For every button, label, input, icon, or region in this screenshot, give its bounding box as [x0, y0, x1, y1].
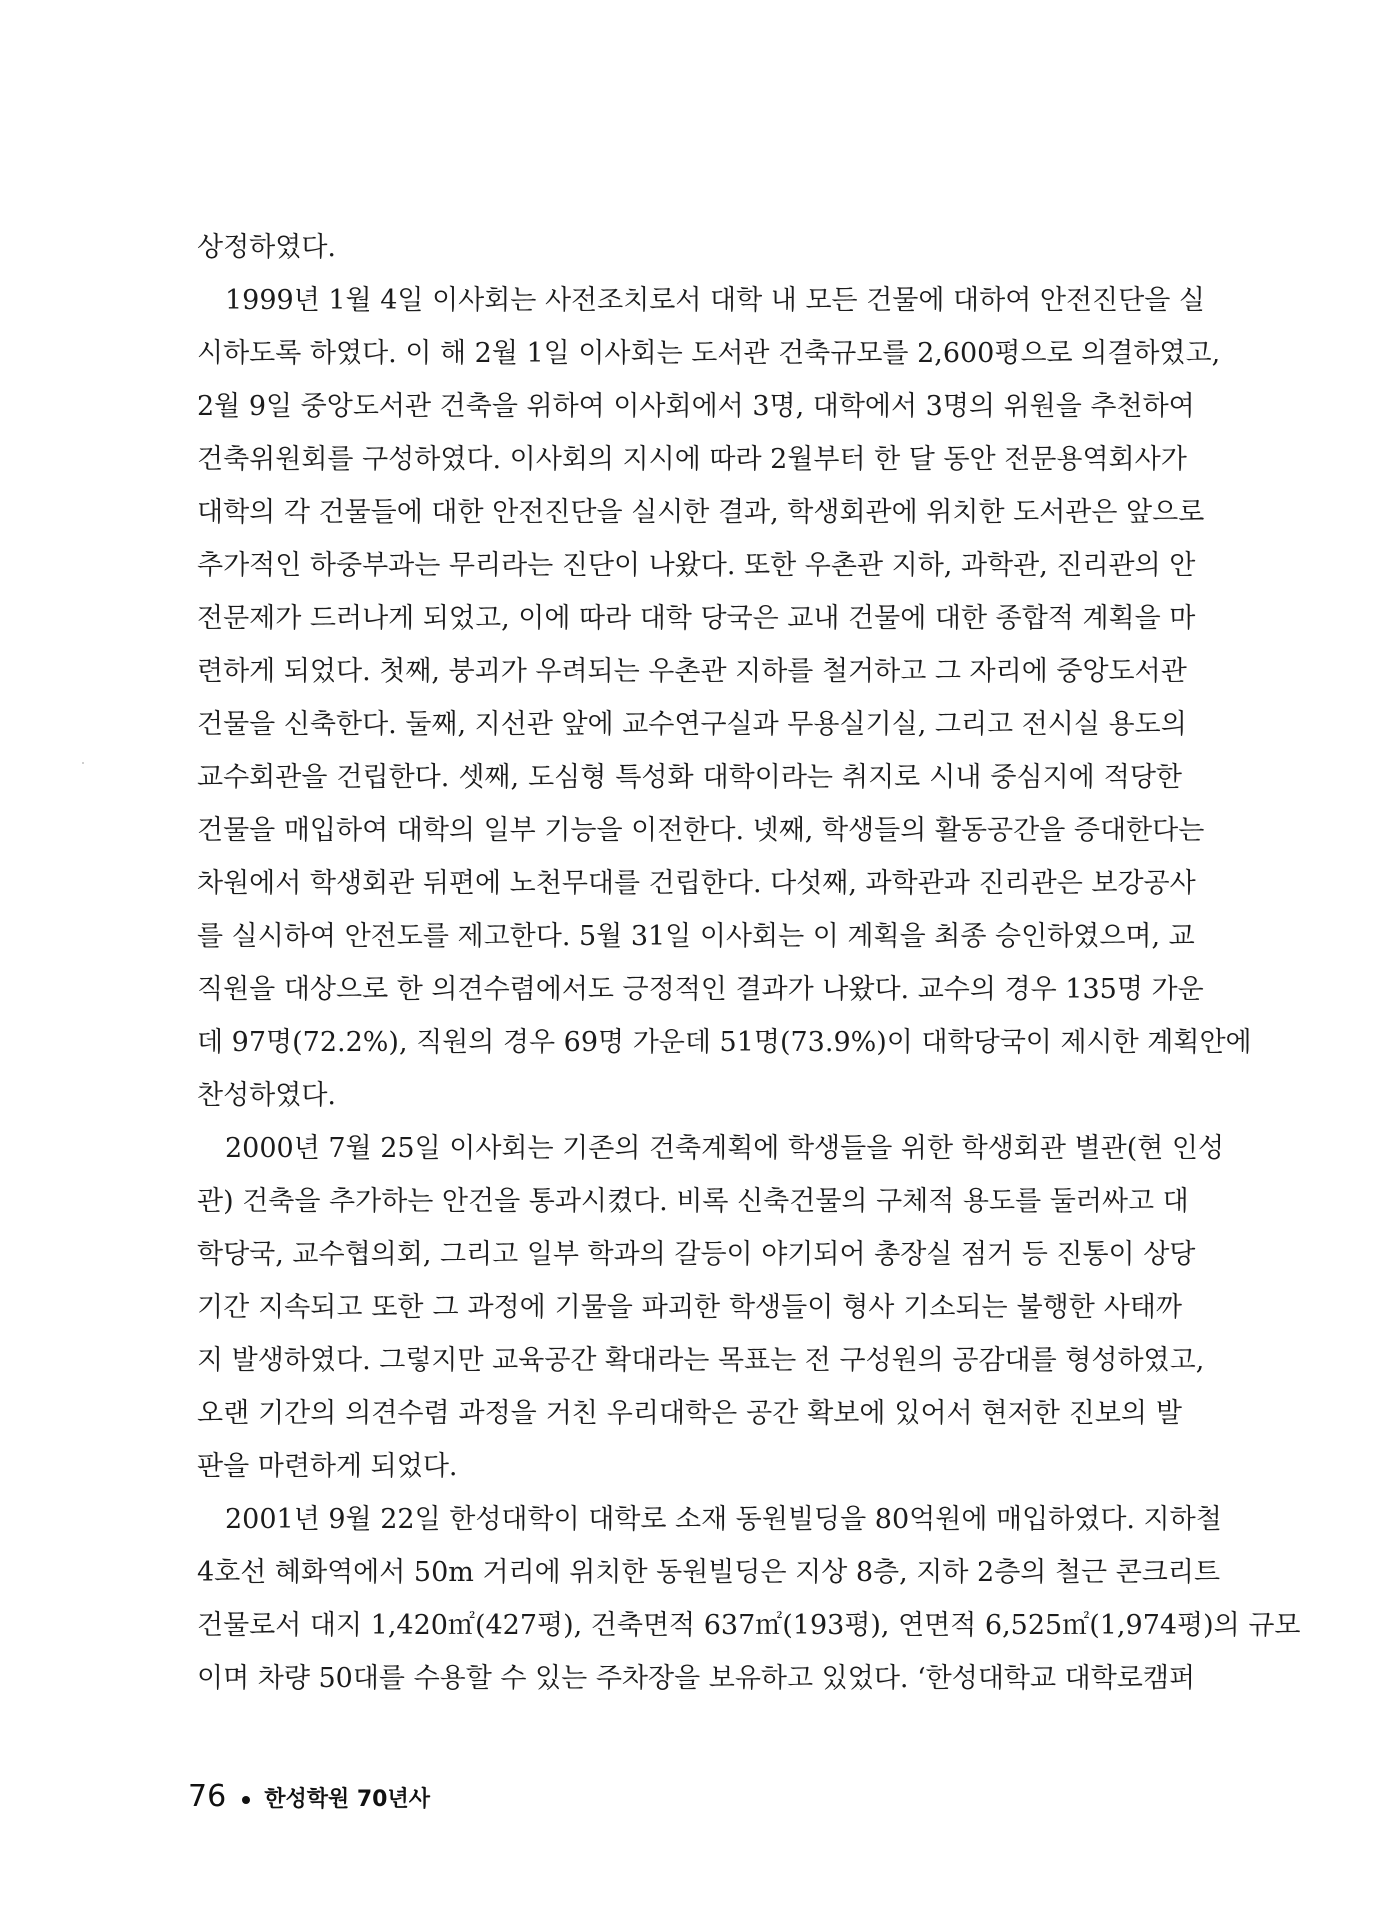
text-line: 기간 지속되고 또한 그 과정에 기물을 파괴한 학생들이 형사 기소되는 불행한 사태까	[197, 1292, 1182, 1323]
text-line: 교수회관을 건립한다. 셋째, 도심형 특성화 대학이라는 취지로 시내 중심지에 적당한	[197, 762, 1182, 793]
text-line: 전문제가 드러나게 되었고, 이에 따라 대학 당국은 교내 건물에 대한 종합적 계획을 마	[197, 603, 1196, 634]
text-line: 건물로서 대지 1,420㎡(427평), 건축면적 637㎡(193평), 연면적 6,525㎡(1,974평)의 규모	[197, 1610, 1301, 1641]
text-line: 대학의 각 건물들에 대한 안전진단을 실시한 결과, 학생회관에 위치한 도서관은 앞으로	[197, 497, 1205, 528]
text-line: 4호선 혜화역에서 50m 거리에 위치한 동원빌딩은 지상 8층, 지하 2층의 철근 콘크리트	[197, 1557, 1221, 1588]
text-line: 차원에서 학생회관 뒤편에 노천무대를 건립한다. 다섯째, 과학관과 진리관은 보강공사	[197, 868, 1196, 899]
text-line: 련하게 되었다. 첫째, 붕괴가 우려되는 우촌관 지하를 철거하고 그 자리에 중앙도서관	[197, 656, 1187, 687]
text-line: 2월 9일 중앙도서관 건축을 위하여 이사회에서 3명, 대학에서 3명의 위원을 추천하여	[197, 391, 1195, 422]
text-line: 관) 건축을 추가하는 안건을 통과시켰다. 비록 신축건물의 구체적 용도를 둘러싸고 대	[197, 1186, 1189, 1217]
text-line: 2000년 7월 25일 이사회는 기존의 건축계획에 학생들을 위한 학생회관 별관(현 인성	[225, 1133, 1225, 1164]
text-line: 건물을 매입하여 대학의 일부 기능을 이전한다. 넷째, 학생들의 활동공간을 증대한다는	[197, 815, 1205, 846]
bullet-separator	[242, 1796, 250, 1804]
text-line: 오랜 기간의 의견수렴 과정을 거친 우리대학은 공간 확보에 있어서 현저한 진보의 발	[197, 1398, 1182, 1429]
text-line: 지 발생하였다. 그렇지만 교육공간 확대라는 목표는 전 구성원의 공감대를 형성하였고,	[197, 1345, 1205, 1376]
text-line: 1999년 1월 4일 이사회는 사전조치로서 대학 내 모든 건물에 대하여 안전진단을 실	[225, 285, 1205, 316]
text-line: 상정하였다.	[197, 232, 336, 263]
text-line: 판을 마련하게 되었다.	[197, 1451, 458, 1482]
text-line: 2001년 9월 22일 한성대학이 대학로 소재 동원빌딩을 80억원에 매입하였다. 지하철	[225, 1504, 1222, 1535]
text-line: 직원을 대상으로 한 의견수렴에서도 긍정적인 결과가 나왔다. 교수의 경우 135명 가운	[197, 974, 1204, 1005]
text-line: 이며 차량 50대를 수용할 수 있는 주차장을 보유하고 있었다. ‘한성대학교 대학로캠퍼	[197, 1663, 1196, 1694]
text-line: 시하도록 하였다. 이 해 2월 1일 이사회는 도서관 건축규모를 2,600평으로 의결하였고,	[197, 338, 1221, 369]
text-line: 를 실시하여 안전도를 제고한다. 5월 31일 이사회는 이 계획을 최종 승인하였으며, 교	[197, 921, 1195, 952]
text-line: 건축위원회를 구성하였다. 이사회의 지시에 따라 2월부터 한 달 동안 전문용역회사가	[197, 444, 1187, 475]
text-line: 학당국, 교수협의회, 그리고 일부 학과의 갈등이 야기되어 총장실 점거 등 진통이 상당	[197, 1239, 1196, 1270]
page-number: 76	[188, 1779, 227, 1814]
scan-speck	[82, 762, 84, 764]
page-footer	[188, 1775, 430, 1819]
book-title: 한성학원 70년사	[264, 1787, 430, 1812]
text-line: 찬성하였다.	[197, 1080, 336, 1111]
text-line: 데 97명(72.2%), 직원의 경우 69명 가운데 51명(73.9%)이 대학당국이 제시한 계획안에	[197, 1027, 1252, 1058]
text-line: 건물을 신축한다. 둘째, 지선관 앞에 교수연구실과 무용실기실, 그리고 전시실 용도의	[197, 709, 1187, 740]
text-line: 추가적인 하중부과는 무리라는 진단이 나왔다. 또한 우촌관 지하, 과학관, 진리관의 안	[197, 550, 1196, 581]
